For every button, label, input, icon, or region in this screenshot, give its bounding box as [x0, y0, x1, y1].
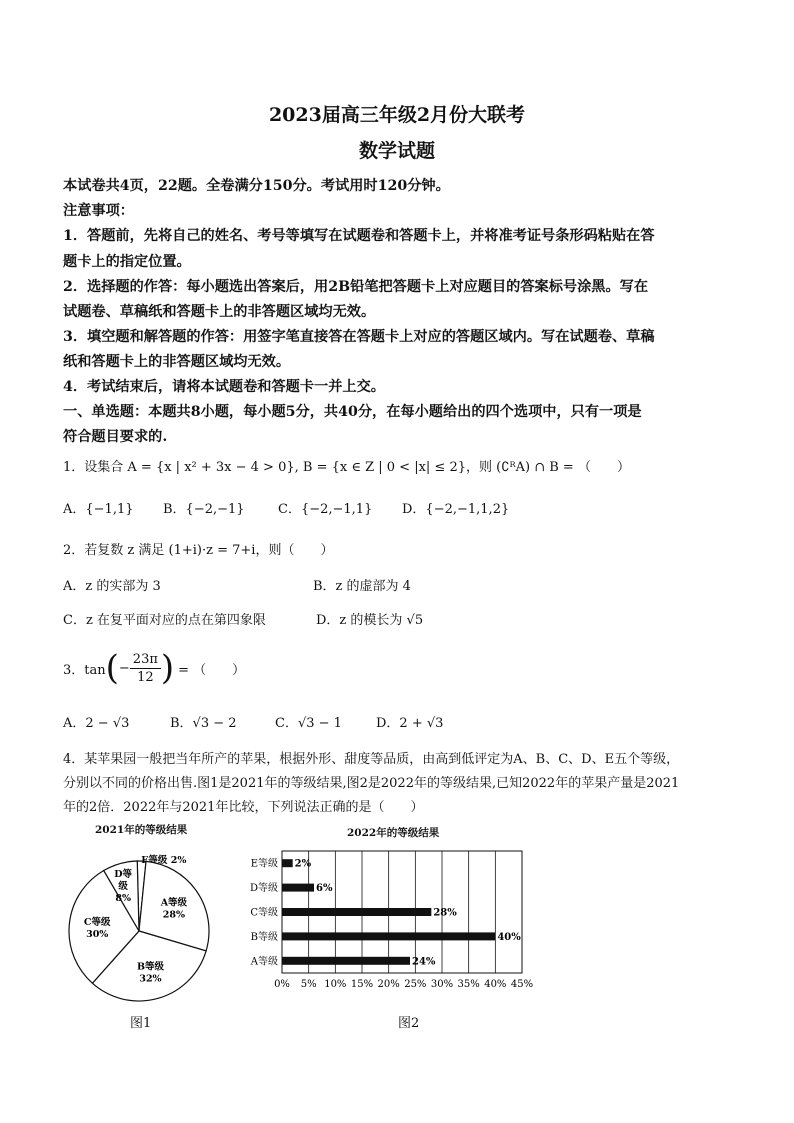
x-tick-label-9: 45% [510, 979, 534, 990]
pie-label-c: C等级 [83, 916, 111, 928]
pie-value-b: 32% [139, 973, 162, 985]
notice-3b: 纸和答题卡上的非答题区域均无效。 [63, 354, 291, 370]
q3-option-d: D．2 + √3 [376, 716, 444, 731]
q3-option-a: A．2 − √3 [63, 716, 130, 731]
pie-value-a: 28% [162, 909, 186, 921]
x-tick-label-0: 0% [274, 979, 290, 990]
fig2-bar-chart [232, 845, 542, 995]
q2-option-a: A．z 的实部为 3 [63, 579, 161, 594]
bar-3 [282, 932, 495, 940]
notice-4: 4．考试结束后，请将本试题卷和答题卡一并上交。 [63, 379, 385, 395]
category-label-0: E等级 [250, 858, 278, 870]
exam-subtitle: 数学试题 [358, 140, 435, 162]
q1-option-a: A．{−1,1} [63, 502, 134, 517]
q3-option-c: C．√3 − 1 [275, 716, 342, 731]
notice-1b: 题卡上的指定位置。 [63, 254, 191, 270]
notice-2b: 试题卷、草稿纸和答题卡上的非答题区域均无效。 [63, 304, 376, 320]
notice-1a: 1．答题前，先将自己的姓名、考号等填写在试题卷和答题卡上，并将准考证号条形码粘贴在答 [63, 228, 655, 244]
pie-label-d-2: 8% [115, 893, 131, 905]
fig1-pie-chart [55, 835, 230, 1015]
category-label-4: A等级 [250, 956, 278, 968]
x-tick-label-3: 15% [350, 979, 374, 990]
bar-2 [282, 908, 431, 916]
category-label-1: D等级 [249, 883, 278, 895]
section-1-heading-a: 一、单选题：本题共8小题，每小题5分，共40分，在每小题给出的四个选项中，只有一项是 [63, 404, 642, 420]
x-tick-label-7: 35% [457, 979, 480, 990]
q4-line-3: 年的2倍．2022年与2021年比较，下列说法正确的是（ ） [63, 800, 424, 815]
q3-denominator: 12 [137, 669, 154, 685]
x-tick-label-8: 40% [484, 979, 507, 990]
q4-line-2: 分别以不同的价格出售.图1是2021年的等级结果,图2是2022年的等级结果,已知2022年的苹果产量是2021 [63, 776, 680, 791]
pie-label-a: A等级 [160, 897, 188, 909]
value-label-4: 24% [412, 956, 436, 968]
q3-right-paren: ) [160, 648, 175, 688]
pie-value-c: 30% [86, 928, 109, 940]
x-tick-label-2: 10% [324, 979, 347, 990]
exam-summary: 本试卷共4页，22题。全卷满分150分。考试用时120分钟。 [63, 178, 450, 194]
value-label-2: 28% [433, 907, 457, 919]
notice-3a: 3．填空题和解答题的作答：用签字笔直接答在答题卡上对应的答题区域内。写在试题卷、草稿 [63, 329, 655, 345]
pie-label-d-1: 级 [118, 881, 128, 893]
category-label-2: C等级 [250, 907, 278, 919]
x-tick-label-4: 20% [377, 979, 400, 990]
q3-numerator: 23π [130, 652, 161, 669]
q1-option-c: C．{−2,−1,1} [278, 502, 373, 517]
x-tick-label-6: 30% [430, 979, 454, 990]
section-1-heading-b: 符合题目要求的. [63, 429, 168, 445]
fig1-caption: 图1 [130, 1016, 152, 1031]
bar-4 [282, 957, 410, 965]
q3-prefix: 3．tan [63, 662, 106, 678]
value-label-3: 40% [497, 931, 521, 943]
q1-stem: 1．设集合 A = {x | x² + 3x − 4 > 0}, B = {x ∈ Z | 0 < |x| ≤ 2}，则 (∁ᴿA) ∩ B = （ ） [63, 460, 630, 475]
q1-option-b: B．{−2,−1} [163, 502, 245, 517]
q2-option-b: B．z 的虚部为 4 [313, 579, 411, 594]
q2-option-d: D．z 的模长为 √5 [316, 613, 424, 628]
value-label-0: 2% [294, 858, 312, 870]
value-label-1: 6% [316, 883, 333, 895]
bar-1 [282, 884, 314, 892]
q2-option-c: C．z 在复平面对应的点在第四象限 [63, 613, 266, 628]
pie-label-b: B等级 [136, 961, 164, 973]
bar-0 [282, 859, 293, 867]
q3-stem [63, 646, 245, 690]
x-tick-label-5: 25% [404, 979, 427, 990]
notice-2a: 2．选择题的作答：每小题选出答案后，用2B铅笔把答题卡上对应题目的答案标号涂黑。写在 [63, 279, 649, 295]
fig1-title: 2021年的等级结果 [95, 824, 188, 836]
pie-label-d-0: D等 [114, 869, 133, 881]
notice-heading: 注意事项： [63, 203, 134, 219]
q1-option-d: D．{−2,−1,1,2} [402, 502, 510, 517]
q4-line-1: 4．某苹果园一般把当年所产的苹果，根据外形、甜度等品质，由高到低评定为A、B、C、D、E五个等级， [63, 752, 680, 767]
q3-fraction [130, 652, 161, 685]
exam-title: 2023届高三年级2月份大联考 [268, 104, 526, 126]
q3-option-b: B．√3 − 2 [170, 716, 237, 731]
q3-left-paren: ( [105, 648, 119, 688]
pie-label-e: E等级 2% [141, 855, 187, 866]
q3-suffix: = （ ） [178, 662, 246, 678]
fig2-title: 2022年的等级结果 [347, 827, 440, 839]
fig2-caption: 图2 [398, 1016, 420, 1031]
q2-stem: 2．若复数 z 满足 (1+i)·z = 7+i，则（ ） [63, 543, 334, 558]
q3-minus: − [118, 660, 130, 676]
x-tick-label-1: 5% [300, 979, 317, 990]
category-label-3: B等级 [250, 931, 278, 943]
